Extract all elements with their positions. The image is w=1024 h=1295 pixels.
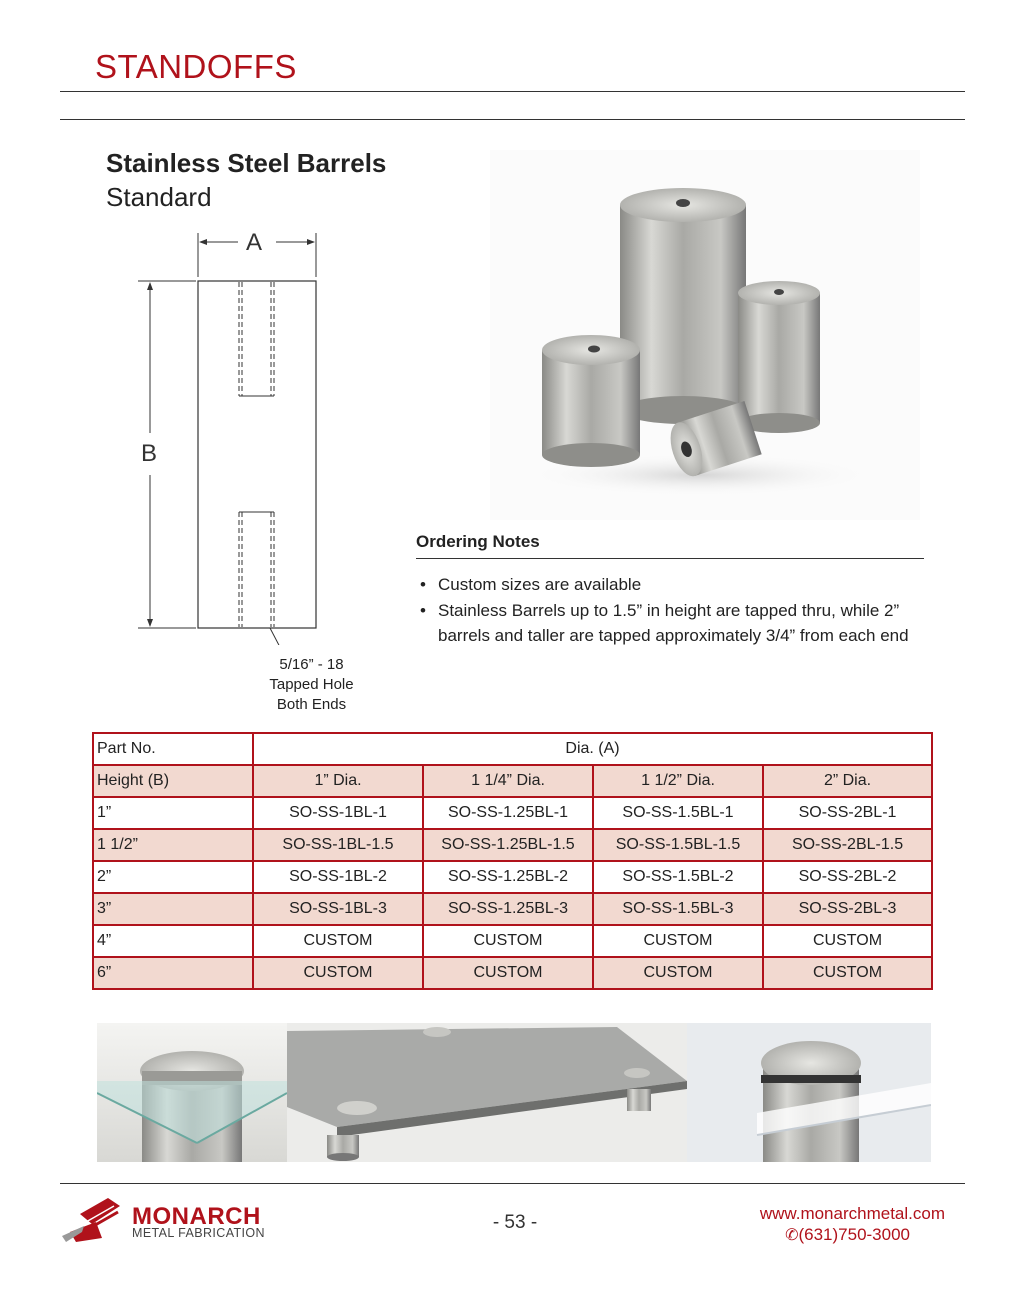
tapped-hole-label-line-3: Both Ends <box>276 696 347 713</box>
barrels-product-photo <box>490 150 920 520</box>
table-subheader-row <box>93 765 932 797</box>
dia-group-header: Dia. (A) <box>253 733 932 765</box>
table-cell: SO-SS-2BL-1 <box>763 797 932 829</box>
company-logo-tagline: METAL FABRICATION <box>132 1226 265 1240</box>
table-cell: SO-SS-1BL-1.5 <box>253 829 423 861</box>
table-cell: SO-SS-1.5BL-1.5 <box>593 829 763 861</box>
table-cell: SO-SS-1BL-2 <box>253 861 423 893</box>
row-height: 1” <box>93 797 253 829</box>
table-cell: SO-SS-1.5BL-3 <box>593 893 763 925</box>
table-cell: SO-SS-2BL-1.5 <box>763 829 932 861</box>
ordering-notes-list <box>416 572 936 649</box>
panel-standoff-photo <box>287 1023 687 1162</box>
table-row <box>93 861 932 893</box>
phone-number-text: (631)750-3000 <box>798 1225 910 1244</box>
table-cell: CUSTOM <box>423 957 593 989</box>
part-no-header: Part No. <box>93 733 253 765</box>
column-header: 1” Dia. <box>253 765 423 797</box>
page-title: STANDOFFS <box>95 48 297 85</box>
header-divider-2 <box>60 119 965 120</box>
table-cell: SO-SS-1.25BL-2 <box>423 861 593 893</box>
ordering-note-item: • Custom sizes are available <box>416 572 936 598</box>
column-header: 2” Dia. <box>763 765 932 797</box>
dimension-label-b: B <box>141 440 158 467</box>
tapped-hole-label <box>240 655 383 715</box>
glass-standoff-photo <box>97 1023 287 1162</box>
website-link[interactable]: www.monarchmetal.com <box>759 1204 945 1223</box>
table-cell: SO-SS-1.5BL-1 <box>593 797 763 829</box>
ordering-notes-title: Ordering Notes <box>416 532 540 551</box>
monarch-logo-icon <box>62 1192 132 1244</box>
tapped-hole-label-line-1: 5/16” - 18 <box>279 656 344 673</box>
part-number-table <box>92 732 933 990</box>
row-height: 3” <box>93 893 253 925</box>
table-cell: SO-SS-1.25BL-3 <box>423 893 593 925</box>
dimension-label-a: A <box>246 229 263 256</box>
table-cell: CUSTOM <box>593 925 763 957</box>
table-cell: CUSTOM <box>423 925 593 957</box>
footer-divider <box>60 1183 965 1184</box>
table-row <box>93 797 932 829</box>
column-header: 1 1/2” Dia. <box>593 765 763 797</box>
column-header: 1 1/4” Dia. <box>423 765 593 797</box>
row-height: 6” <box>93 957 253 989</box>
table-cell: CUSTOM <box>253 957 423 989</box>
table-cell: CUSTOM <box>253 925 423 957</box>
table-cell: SO-SS-1.5BL-2 <box>593 861 763 893</box>
height-header: Height (B) <box>93 765 253 797</box>
row-height: 2” <box>93 861 253 893</box>
phone-icon: ✆ <box>785 1227 799 1244</box>
barrel-dimension-diagram <box>130 225 330 645</box>
table-row <box>93 829 932 861</box>
table-row <box>93 925 932 957</box>
phone-number[interactable] <box>690 1225 910 1245</box>
table-cell: SO-SS-1BL-1 <box>253 797 423 829</box>
acrylic-standoff-photo <box>687 1023 931 1162</box>
ordering-note-item: • Stainless Barrels up to 1.5” in height are tapped thru, while 2” barrels and taller are tapped approximately 3/4” from each end <box>416 598 936 649</box>
section-subtitle: Standard <box>106 182 212 212</box>
table-cell: SO-SS-2BL-2 <box>763 861 932 893</box>
company-logo-name: MONARCH <box>132 1203 261 1230</box>
tapped-hole-label-line-2: Tapped Hole <box>269 676 354 693</box>
table-row <box>93 893 932 925</box>
table-cell: SO-SS-2BL-3 <box>763 893 932 925</box>
row-height: 4” <box>93 925 253 957</box>
table-cell: SO-SS-1BL-3 <box>253 893 423 925</box>
table-cell: SO-SS-1.25BL-1.5 <box>423 829 593 861</box>
header-divider <box>60 91 965 92</box>
table-cell: CUSTOM <box>593 957 763 989</box>
table-cell: CUSTOM <box>763 957 932 989</box>
table-cell: SO-SS-1.25BL-1 <box>423 797 593 829</box>
section-title: Stainless Steel Barrels <box>106 148 387 178</box>
table-header-row <box>93 733 932 765</box>
ordering-notes-divider <box>416 558 924 559</box>
row-height: 1 1/2” <box>93 829 253 861</box>
page-number: - 53 - <box>492 1212 538 1233</box>
table-row <box>93 957 932 989</box>
table-cell: CUSTOM <box>763 925 932 957</box>
